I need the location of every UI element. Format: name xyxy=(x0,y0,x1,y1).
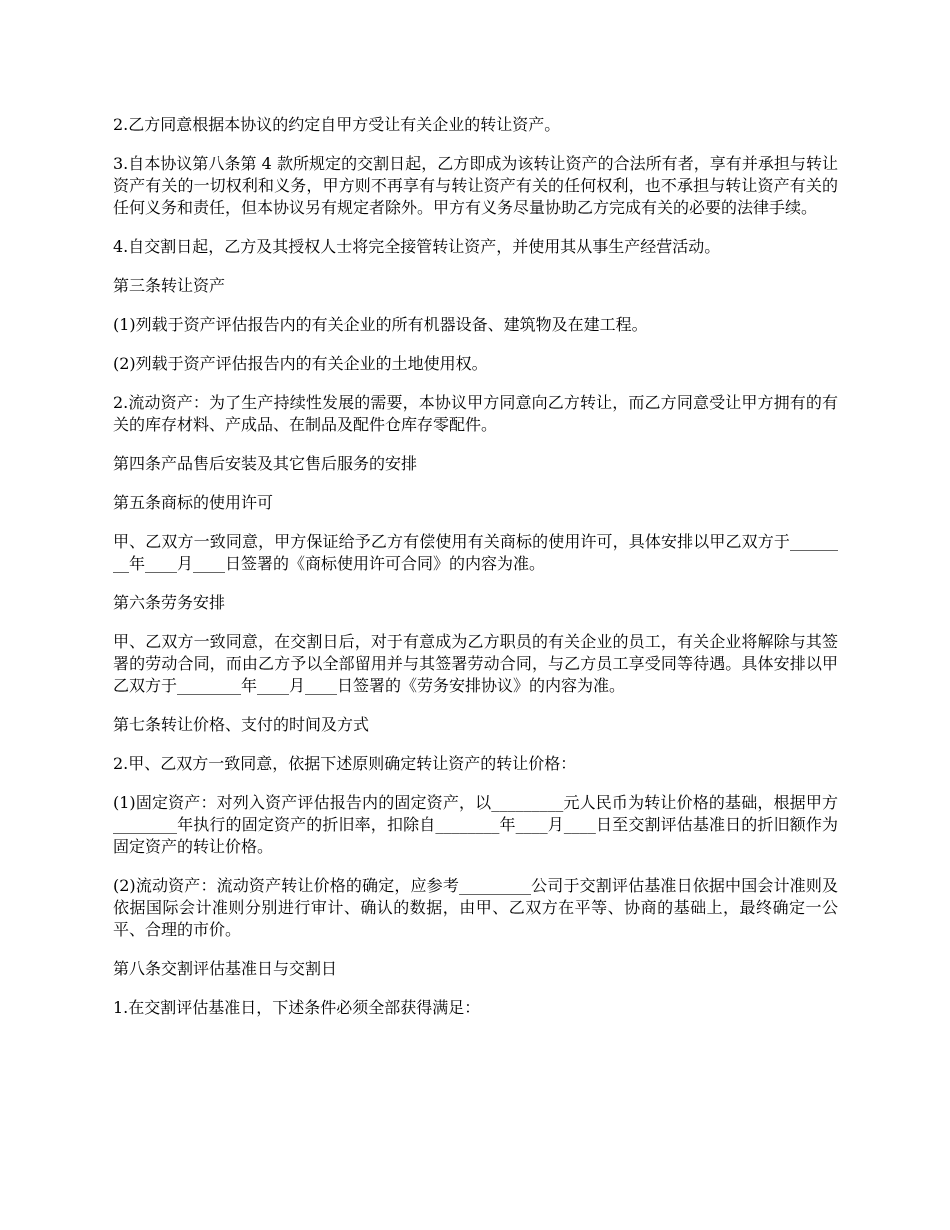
paragraph-current-assets-price: (2)流动资产：流动资产转让价格的确定，应参考_________公司于交割评估基准日依据中国会计准则及依据国际会计准则分别进行审计、确认的数据，由甲、乙双方在平等、协商的基础上，最终确定一公平、合理的市价。 xyxy=(113,876,838,939)
paragraph-current-assets: 2.流动资产：为了生产持续性发展的需要，本协议甲方同意向乙方转让，而乙方同意受让甲方拥有的有关的库存材料、产成品、在制品及配件仓库存零配件。 xyxy=(113,393,838,434)
section-heading-article-6: 第六条劳务安排 xyxy=(113,593,226,612)
section-heading-article-4: 第四条产品售后安装及其它售后服务的安排 xyxy=(113,454,418,473)
paragraph-item-2: (2)列载于资产评估报告内的有关企业的土地使用权。 xyxy=(113,354,488,373)
paragraph-clause-2-4: 4.自交割日起，乙方及其授权人士将完全接管转让资产，并使用其从事生产经营活动。 xyxy=(113,237,721,256)
section-heading-article-3: 第三条转让资产 xyxy=(113,276,226,295)
document-body xyxy=(113,114,838,1036)
paragraph-closing-conditions: 1.在交割评估基准日，下述条件必须全部获得满足： xyxy=(113,998,481,1017)
paragraph-clause-2-3: 3.自本协议第八条第 4 款所规定的交割日起，乙方即成为该转让资产的合法所有者，享有并承担与转让资产有关的一切权利和义务，甲方则不再享有与转让资产有关的任何权利，也不承担与转让资产有关的任何义务和责任，但本协议另有规定者除外。甲方有义务尽量协助乙方完成有关的必要的法律手续。 xyxy=(113,154,838,217)
paragraph-item-1: (1)列载于资产评估报告内的有关企业的所有机器设备、建筑物及在建工程。 xyxy=(113,315,648,334)
paragraph-trademark-license: 甲、乙双方一致同意，甲方保证给予乙方有偿使用有关商标的使用许可，具体安排以甲乙双方于________年____月____日签署的《商标使用许可合同》的内容为准。 xyxy=(113,532,838,573)
section-heading-article-5: 第五条商标的使用许可 xyxy=(113,493,274,512)
paragraph-pricing-principle: 2.甲、乙双方一致同意，依据下述原则确定转让资产的转让价格： xyxy=(113,754,577,773)
section-heading-article-8: 第八条交割评估基准日与交割日 xyxy=(113,959,338,978)
paragraph-fixed-assets-price: (1)固定资产：对列入资产评估报告内的固定资产，以_________元人民币为转让价格的基础，根据甲方________年执行的固定资产的折旧率，扣除自________年____月____日至交割评估基准日的折旧额作为固定资产的转让价格。 xyxy=(113,793,838,856)
section-heading-article-7: 第七条转让价格、支付的时间及方式 xyxy=(113,715,370,734)
paragraph-clause-2-2: 2.乙方同意根据本协议的约定自甲方受让有关企业的转让资产。 xyxy=(113,115,561,134)
paragraph-labor-arrangement: 甲、乙双方一致同意，在交割日后，对于有意成为乙方职员的有关企业的员工，有关企业将解除与其签署的劳动合同，而由乙方予以全部留用并与其签署劳动合同，与乙方员工享受同等待遇。具体安排以甲乙双方于________年____月____日签署的《劳务安排协议》的内容为准。 xyxy=(113,632,838,695)
